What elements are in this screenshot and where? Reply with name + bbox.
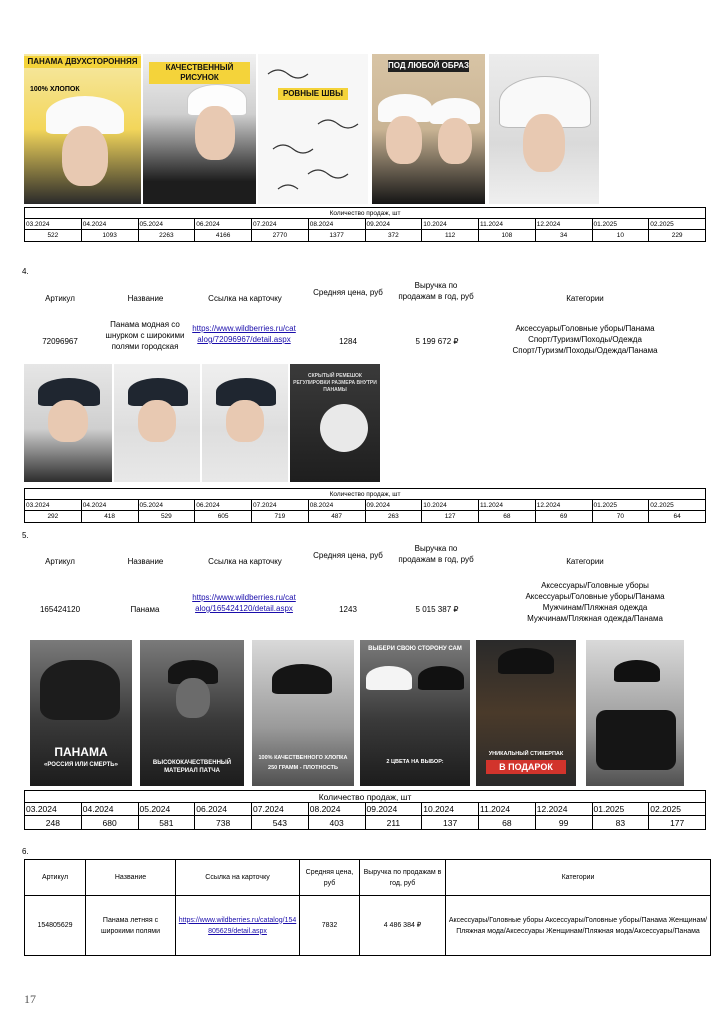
product-photo-11	[140, 640, 244, 786]
category-item: Аксессуары/Головные уборы/Панама	[525, 592, 665, 601]
month-cell: 03.2024	[25, 219, 82, 230]
sales-table-title: Количество продаж, шт	[25, 208, 706, 219]
value-cell: 2770	[252, 230, 309, 242]
photo-caption: СКРЫТЫЙ РЕМЕШОК РЕГУЛИРОВКИ РАЗМЕРА ВНУТРИ ПАНАМЫ	[293, 373, 377, 393]
value-cell: 522	[25, 230, 82, 242]
month-cell: 12.2024	[535, 219, 592, 230]
header-categories: Категории	[566, 557, 604, 566]
month-cell: 07.2024	[252, 803, 309, 816]
value-cell: 403	[308, 816, 365, 830]
month-cell: 05.2024	[138, 500, 195, 511]
month-cell: 10.2024	[422, 500, 479, 511]
month-cell: 04.2024	[81, 500, 138, 511]
value-cell: 248	[25, 816, 82, 830]
photo-caption: ПОД ЛЮБОЙ ОБРАЗ	[388, 61, 469, 70]
value-cell: 68	[479, 816, 536, 830]
photo-caption: 2 ЦВЕТА НА ВЫБОР:	[386, 759, 444, 765]
category-item: Спорт/Туризм/Походы/Одежда	[528, 335, 642, 344]
month-cell: 11.2024	[479, 803, 536, 816]
header-revenue: Выручка по продажам в год, руб	[398, 281, 474, 301]
product-name: Панама модная со шнурком с широкими полями городская	[105, 320, 185, 351]
header-article: Артикул	[45, 557, 75, 566]
section-number: 4.	[22, 267, 29, 276]
photo-caption: 100% ХЛОПОК	[30, 86, 80, 93]
month-cell: 02.2025	[649, 219, 706, 230]
value-cell: 605	[195, 511, 252, 523]
month-cell: 08.2024	[308, 803, 365, 816]
value-cell: 108	[479, 230, 536, 242]
value-cell: 10	[592, 230, 649, 242]
header-categories: Категории	[446, 860, 711, 896]
month-cell: 06.2024	[195, 500, 252, 511]
value-cell: 719	[252, 511, 309, 523]
value-cell: 738	[195, 816, 252, 830]
product-photo-13	[360, 640, 470, 786]
product-info-table-section6	[24, 859, 711, 956]
month-cell: 12.2024	[535, 803, 592, 816]
value-cell: 99	[535, 816, 592, 830]
header-revenue: Выручка по продажам в год, руб	[360, 860, 446, 896]
value-cell: 177	[649, 816, 706, 830]
product-link[interactable]: https://www.wildberries.ru/catalog/72096967/detail.aspx	[192, 324, 296, 344]
product-photo-5	[489, 54, 599, 204]
month-cell: 04.2024	[81, 803, 138, 816]
value-cell: 64	[649, 511, 706, 523]
value-cell: 1377	[308, 230, 365, 242]
category-item: Мужчинам/Пляжная одежда	[542, 603, 648, 612]
sales-table-section3	[24, 207, 706, 242]
month-cell: 11.2024	[479, 219, 536, 230]
photo-caption: РОВНЫЕ ШВЫ	[278, 88, 348, 100]
month-cell: 08.2024	[308, 219, 365, 230]
sales-table-section4	[24, 488, 706, 523]
revenue-value: 4 486 384 ₽	[360, 896, 446, 956]
value-cell: 34	[535, 230, 592, 242]
categories-list	[495, 323, 675, 356]
category-item: Спорт/Туризм/Походы/Одежда/Панама	[512, 346, 658, 355]
value-cell: 112	[422, 230, 479, 242]
categories-list: Аксессуары/Головные уборы Аксессуары/Головные уборы/Панама Женщинам/Пляжная мода/Аксессуары Женщинам/Пляжная мода/Аксессуары/Панама	[446, 896, 711, 956]
product-link-cell	[176, 896, 300, 956]
header-article: Артикул	[45, 294, 75, 303]
product-photo-15	[586, 640, 684, 786]
value-cell: 68	[479, 511, 536, 523]
header-categories: Категории	[566, 294, 604, 303]
sales-table-title: Количество продаж, шт	[25, 791, 706, 803]
month-cell: 04.2024	[81, 219, 138, 230]
product-photo-14	[476, 640, 576, 786]
month-cell: 02.2025	[649, 500, 706, 511]
revenue-value: 5 199 672 ₽	[415, 337, 459, 346]
product-photo-4	[372, 54, 485, 204]
section-number: 5.	[22, 531, 29, 540]
header-name: Название	[127, 557, 164, 566]
value-cell: 70	[592, 511, 649, 523]
category-item: Аксессуары/Головные уборы	[541, 581, 649, 590]
value-cell: 581	[138, 816, 195, 830]
product-name: Панама	[130, 605, 160, 614]
value-cell: 418	[81, 511, 138, 523]
product-photo-1	[24, 54, 141, 204]
value-cell: 137	[422, 816, 479, 830]
article-value: 165424120	[39, 605, 81, 614]
photo-caption: ВЫСОКОКАЧЕСТВЕННЫЙ МАТЕРИАЛ ПАТЧА	[152, 760, 232, 774]
header-avg-price: Средняя цена, руб	[313, 288, 383, 297]
product-link[interactable]: https://www.wildberries.ru/catalog/165424120/detail.aspx	[192, 593, 296, 613]
month-cell: 03.2024	[25, 500, 82, 511]
value-cell: 680	[81, 816, 138, 830]
sales-table-title: Количество продаж, шт	[25, 489, 706, 500]
revenue-value: 5 015 387 ₽	[415, 605, 459, 614]
article-value: 154805629	[25, 896, 86, 956]
month-cell: 02.2025	[649, 803, 706, 816]
product-photo-9	[290, 364, 380, 482]
photo-caption: ПАНАМА	[54, 745, 108, 759]
photo-caption: КАЧЕСТВЕННЫЙ РИСУНОК	[149, 62, 250, 84]
section-number: 6.	[22, 847, 29, 856]
month-cell: 09.2024	[365, 500, 422, 511]
product-photo-2	[143, 54, 256, 204]
photo-caption: УНИКАЛЬНЫЙ СТИКЕРПАК	[488, 751, 564, 757]
month-cell: 08.2024	[308, 500, 365, 511]
month-cell: 05.2024	[138, 219, 195, 230]
header-name: Название	[86, 860, 176, 896]
month-cell: 10.2024	[422, 803, 479, 816]
header-link: Ссылка на карточку	[176, 860, 300, 896]
month-cell: 10.2024	[422, 219, 479, 230]
avg-price-value: 1243	[339, 605, 357, 614]
value-cell: 69	[535, 511, 592, 523]
month-cell: 12.2024	[535, 500, 592, 511]
categories-list	[495, 580, 695, 624]
header-name: Название	[127, 294, 164, 303]
value-cell: 1093	[81, 230, 138, 242]
product-photo-10	[30, 640, 132, 786]
photo-caption: ПАНАМА ДВУХСТОРОННЯЯ	[24, 56, 141, 68]
value-cell: 83	[592, 816, 649, 830]
month-cell: 01.2025	[592, 500, 649, 511]
avg-price-value: 7832	[300, 896, 360, 956]
month-cell: 09.2024	[365, 219, 422, 230]
value-cell: 2263	[138, 230, 195, 242]
value-cell: 211	[365, 816, 422, 830]
photo-caption: В ПОДАРОК	[486, 760, 566, 774]
month-cell: 07.2024	[252, 219, 309, 230]
product-photo-8	[202, 364, 288, 482]
product-photo-7	[114, 364, 200, 482]
value-cell: 372	[365, 230, 422, 242]
photo-caption: «РОССИЯ ИЛИ СМЕРТЬ»	[44, 762, 118, 768]
header-revenue: Выручка по продажам в год, руб	[398, 544, 474, 564]
month-cell: 03.2024	[25, 803, 82, 816]
value-cell: 127	[422, 511, 479, 523]
product-name: Панама летняя с широкими полями	[86, 896, 176, 956]
value-cell: 292	[25, 511, 82, 523]
photo-caption: ВЫБЕРИ СВОЮ СТОРОНУ САМ	[368, 646, 462, 652]
product-photo-3	[258, 54, 368, 204]
page-number: 17	[24, 992, 36, 1006]
month-cell: 06.2024	[195, 803, 252, 816]
photo-caption: 100% КАЧЕСТВЕННОГО ХЛОПКА	[258, 755, 348, 761]
category-item: Мужчинам/Пляжная одежда/Панама	[527, 614, 663, 623]
product-photo-12	[252, 640, 354, 786]
article-value: 72096967	[42, 337, 78, 346]
value-cell: 487	[308, 511, 365, 523]
value-cell: 229	[649, 230, 706, 242]
product-photo-6	[24, 364, 112, 482]
value-cell: 529	[138, 511, 195, 523]
header-article: Артикул	[25, 860, 86, 896]
avg-price-value: 1284	[339, 337, 357, 346]
month-cell: 01.2025	[592, 219, 649, 230]
month-cell: 11.2024	[479, 500, 536, 511]
value-cell: 543	[252, 816, 309, 830]
header-link: Ссылка на карточку	[208, 557, 282, 566]
month-cell: 05.2024	[138, 803, 195, 816]
value-cell: 263	[365, 511, 422, 523]
header-link: Ссылка на карточку	[208, 294, 282, 303]
category-item: Аксессуары/Головные уборы/Панама	[515, 324, 655, 333]
header-avg-price: Средняя цена, руб	[300, 860, 360, 896]
month-cell: 01.2025	[592, 803, 649, 816]
month-cell: 06.2024	[195, 219, 252, 230]
header-avg-price: Средняя цена, руб	[313, 551, 383, 560]
sales-table-section5	[24, 790, 706, 830]
month-cell: 07.2024	[252, 500, 309, 511]
value-cell: 4166	[195, 230, 252, 242]
photo-caption: 250 ГРАММ - ПЛОТНОСТЬ	[268, 765, 338, 771]
product-link[interactable]: https://www.wildberries.ru/catalog/154805629/detail.aspx	[178, 916, 297, 935]
month-cell: 09.2024	[365, 803, 422, 816]
